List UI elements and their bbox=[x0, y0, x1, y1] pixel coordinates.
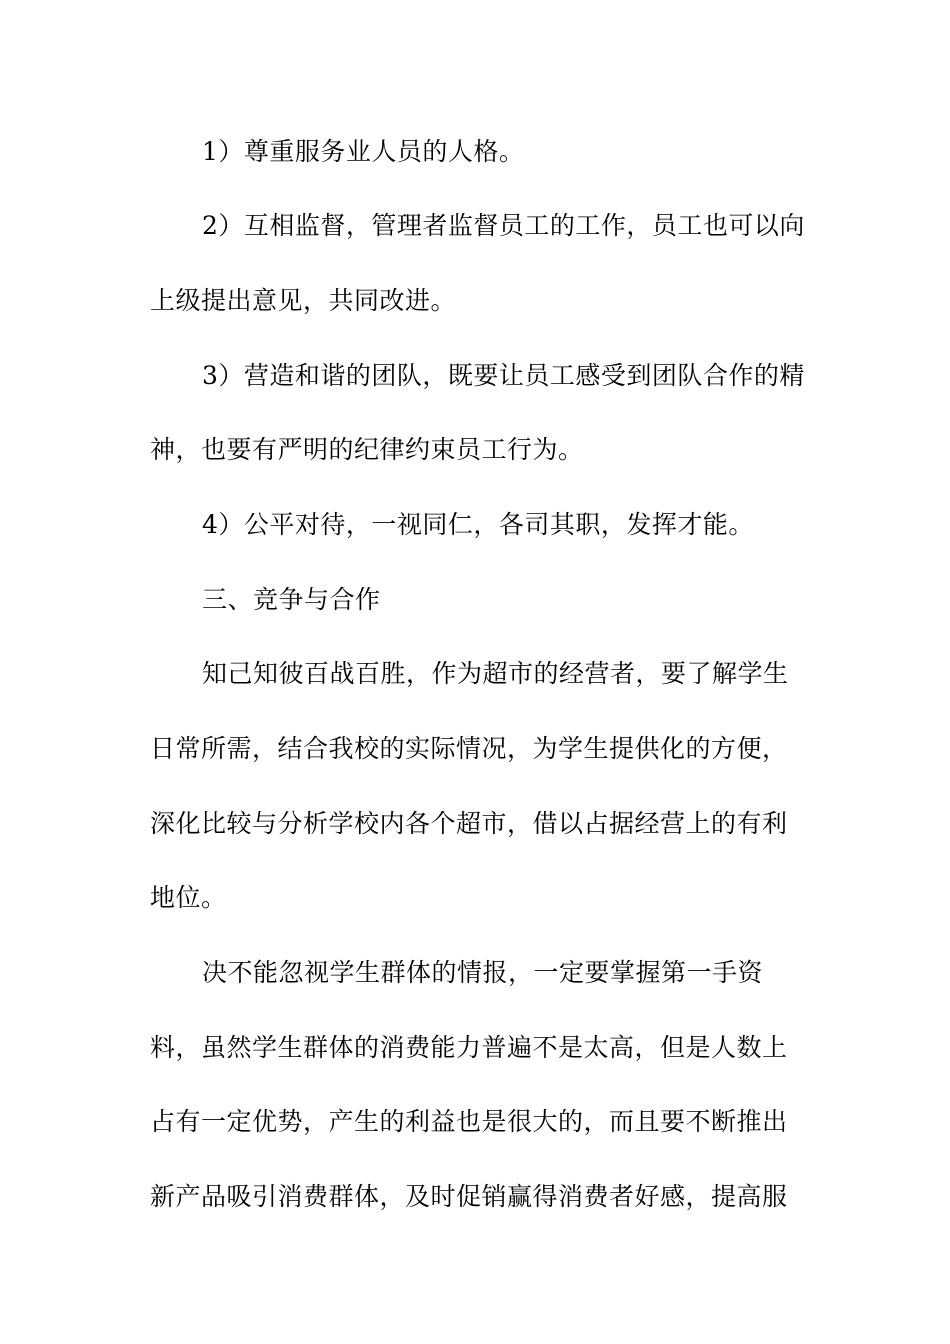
paragraph-line: 1）尊重服务业人员的人格。 bbox=[202, 137, 525, 166]
paragraph-line: 决不能忽视学生群体的情报，一定要掌握第一手资 bbox=[202, 958, 764, 987]
paragraph-line: 神，也要有严明的纪律约束员工行为。 bbox=[150, 435, 584, 464]
paragraph-line: 深化比较与分析学校内各个超市，借以占据经营上的有利 bbox=[150, 809, 788, 838]
paragraph-line: 新产品吸引消费群体，及时促销赢得消费者好感，提高服 bbox=[150, 1182, 788, 1211]
paragraph-line: 3）营造和谐的团队，既要让员工感受到团队合作的精 bbox=[202, 361, 805, 390]
paragraph-line: 2）互相监督，管理者监督员工的工作，员工也可以向 bbox=[202, 211, 805, 240]
paragraph-line: 上级提出意见，共同改进。 bbox=[150, 286, 457, 315]
section-heading: 三、竞争与合作 bbox=[202, 585, 381, 614]
paragraph-line: 料，虽然学生群体的消费能力普遍不是太高，但是人数上 bbox=[150, 1033, 788, 1062]
paragraph-line: 知己知彼百战百胜，作为超市的经营者，要了解学生 bbox=[202, 659, 789, 688]
paragraph-line: 日常所需，结合我校的实际情况，为学生提供化的方便， bbox=[150, 734, 788, 763]
paragraph-line: 4）公平对待，一视同仁，各司其职，发挥才能。 bbox=[202, 510, 754, 539]
paragraph-line: 地位。 bbox=[150, 883, 227, 912]
paragraph-line: 占有一定优势，产生的利益也是很大的，而且要不断推出 bbox=[150, 1107, 788, 1136]
